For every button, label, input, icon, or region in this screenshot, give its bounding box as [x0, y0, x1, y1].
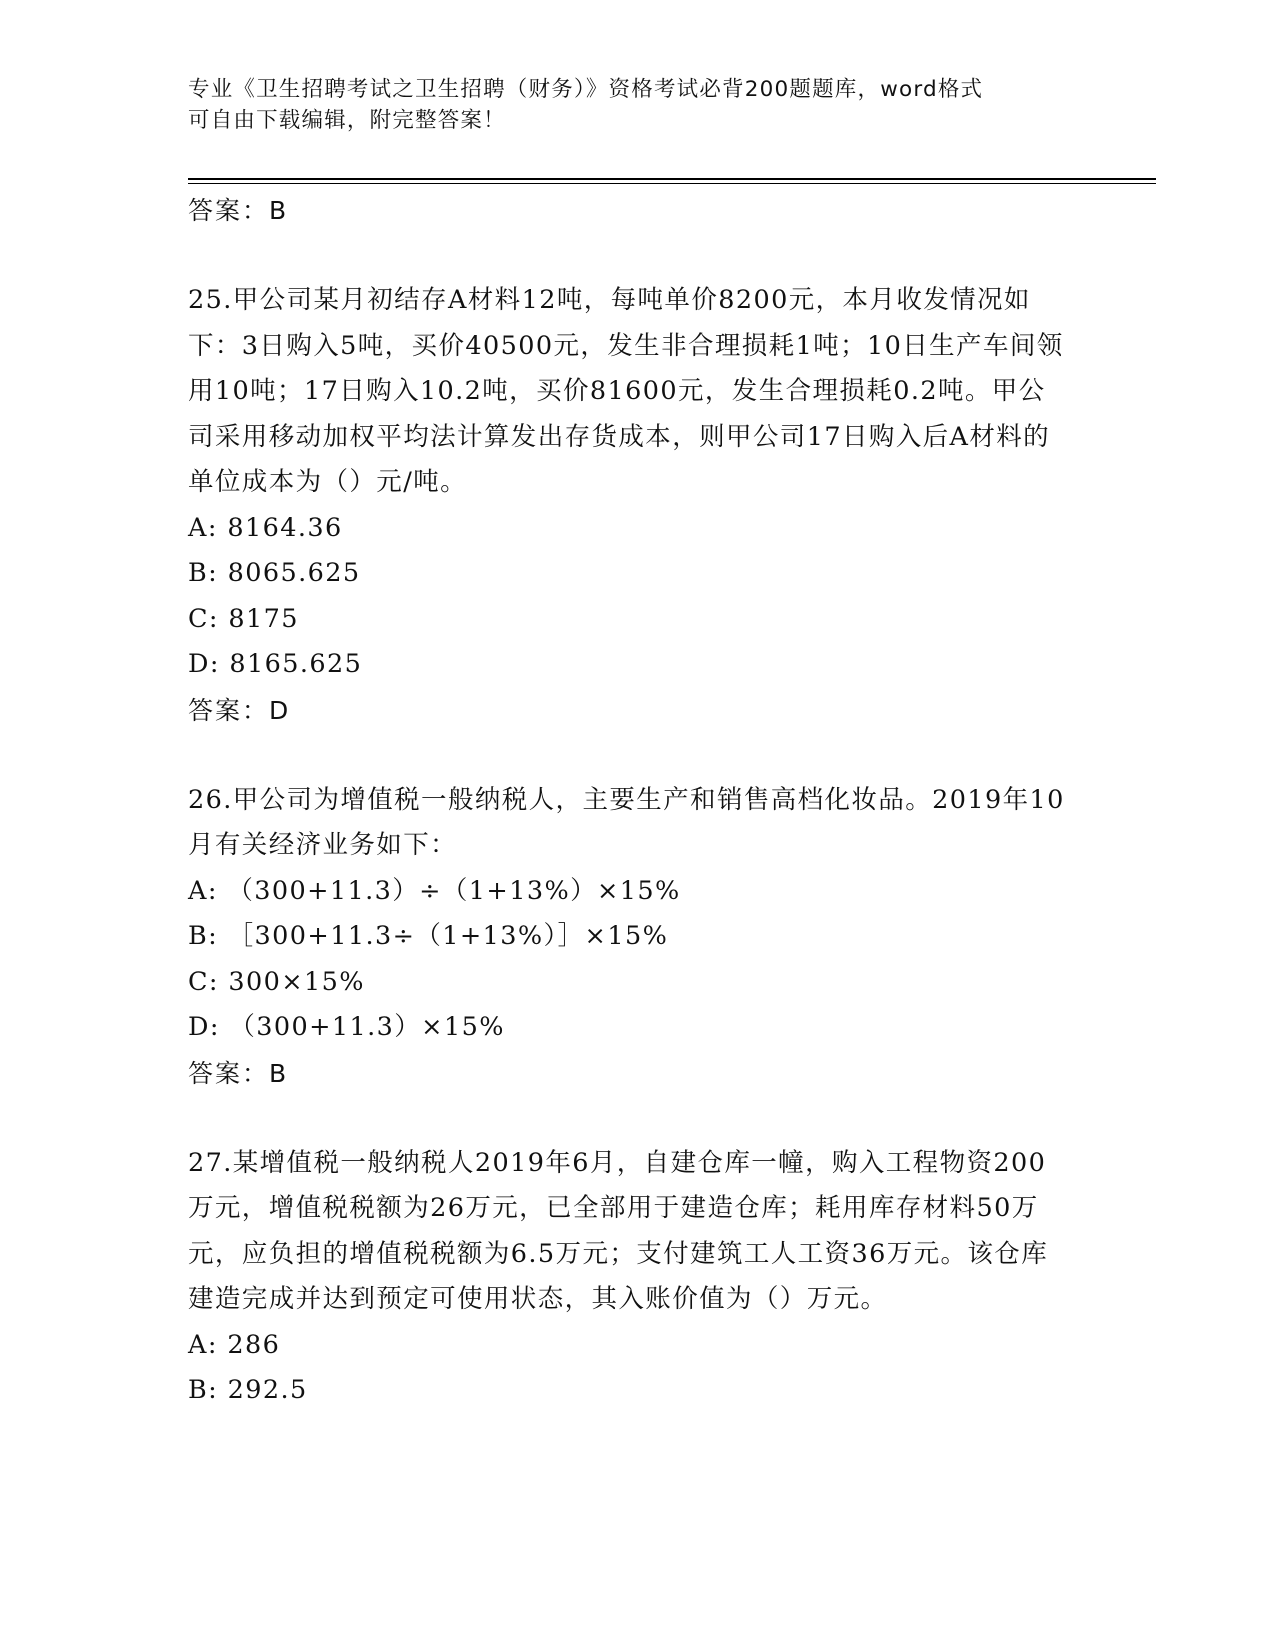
spacer — [188, 734, 1068, 778]
answer-value: D — [269, 695, 291, 725]
document-body — [188, 188, 1068, 1414]
option-text: 286 — [227, 1329, 281, 1360]
question-block-27 — [188, 1141, 1068, 1414]
answer-line — [188, 1051, 1068, 1097]
option-key: D: — [188, 1012, 220, 1042]
option-a — [188, 506, 1068, 552]
header-title-line-1: 专业《卫生招聘考试之卫生招聘（财务）》资格考试必背200题题库，word格式 — [188, 77, 984, 102]
option-text: 300×15% — [228, 966, 365, 997]
option-a — [188, 1323, 1068, 1369]
option-b — [188, 1368, 1068, 1414]
question-block-26 — [188, 778, 1068, 1097]
answer-value: B — [269, 1058, 289, 1088]
answer-line-prev — [188, 188, 1068, 234]
question-stem: 26.甲公司为增值税一般纳税人，主要生产和销售高档化妆品。2019年10月有关经济业务如下： — [188, 784, 1065, 860]
spacer — [188, 1097, 1068, 1141]
option-key: A: — [188, 512, 218, 543]
document-header — [188, 74, 1068, 136]
header-title-line-2: 可自由下载编辑，附完整答案！ — [188, 108, 506, 133]
option-c — [188, 597, 1068, 643]
option-key: C: — [188, 966, 219, 997]
answer-value: B — [269, 196, 289, 225]
option-text: 8175 — [228, 603, 299, 634]
question-block-25 — [188, 278, 1068, 734]
header-divider-thin — [188, 183, 1156, 184]
option-key: D: — [188, 649, 220, 679]
option-text: 8065.625 — [227, 558, 361, 588]
option-key: B: — [188, 1375, 219, 1405]
option-a — [188, 869, 1068, 915]
option-text: 8165.625 — [229, 649, 363, 679]
option-key: A: — [188, 875, 218, 906]
option-d — [188, 642, 1068, 688]
option-key: A: — [188, 1329, 218, 1360]
answer-line — [188, 688, 1068, 734]
question-stem: 27.某增值税一般纳税人2019年6月，自建仓库一幢，购入工程物资200万元，增值税税额为26万元，已全部用于建造仓库；耗用库存材料50万元，应负担的增值税税额为6.5万元；支付建筑工人工资36万元。该仓库建造完成并达到预定可使用状态，其入账价值为（）万元。 — [188, 1147, 1049, 1314]
answer-label: 答案： — [188, 1058, 270, 1088]
option-key: B: — [188, 921, 219, 951]
option-text: 8164.36 — [227, 512, 343, 543]
option-c — [188, 960, 1068, 1006]
option-key: C: — [188, 603, 219, 634]
option-text: 292.5 — [227, 1375, 308, 1405]
option-text: （300+11.3）÷（1+13%）×15% — [227, 875, 681, 906]
option-text: ［300+11.3÷（1+13%）］×15% — [227, 921, 669, 951]
option-text: （300+11.3）×15% — [229, 1012, 505, 1042]
question-stem: 25.甲公司某月初结存A材料12吨，每吨单价8200元，本月收发情况如下：3日购入5吨，买价40500元，发生非合理损耗1吨；10日生产车间领用10吨；17日购入10.2吨，买价81600元，发生合理损耗0.2吨。甲公司采用移动加权平均法计算发出存货成本，则甲公司17日购入后A材料的单位成本为（）元/吨。 — [188, 285, 1064, 497]
option-b — [188, 914, 1068, 960]
option-d — [188, 1005, 1068, 1051]
header-divider-thick — [188, 178, 1156, 180]
answer-label: 答案： — [188, 695, 270, 725]
option-key: B: — [188, 558, 219, 588]
answer-label: 答案： — [188, 196, 270, 225]
option-b — [188, 551, 1068, 597]
spacer — [188, 234, 1068, 278]
